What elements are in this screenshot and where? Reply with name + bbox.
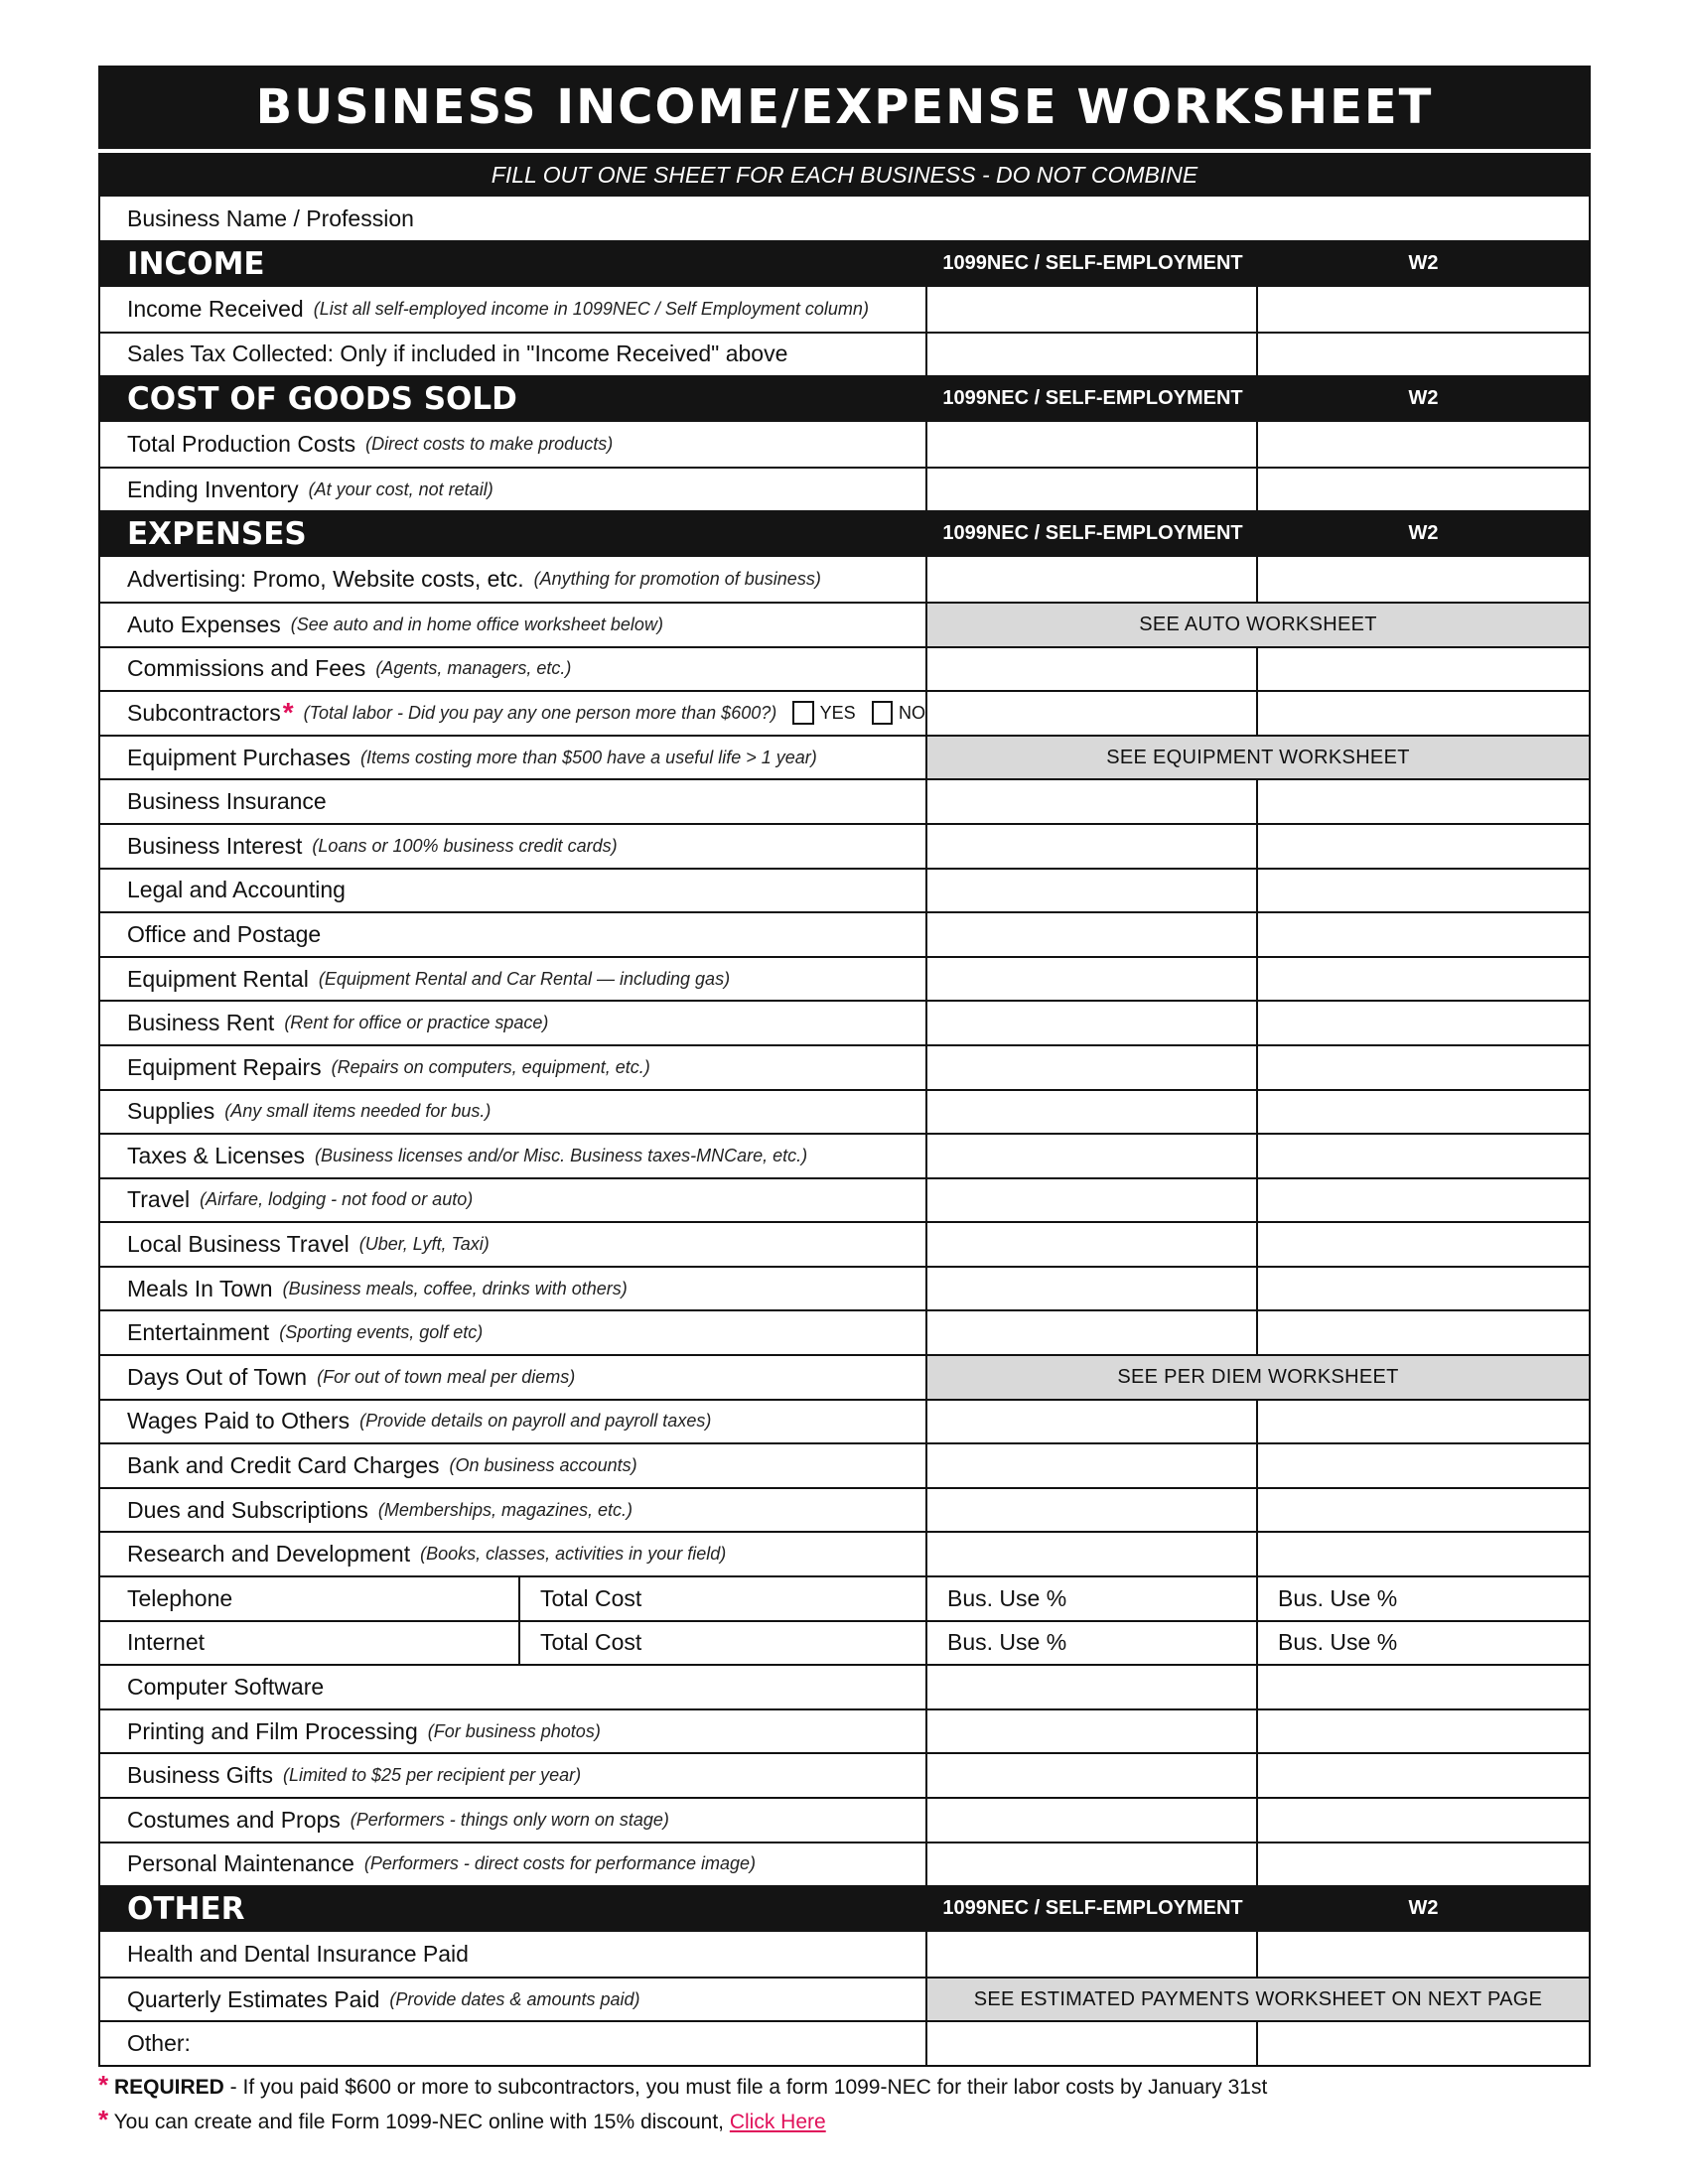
footnote-required bbox=[98, 2069, 1267, 2104]
w2-amount-field[interactable] bbox=[1258, 1311, 1589, 1354]
nec-amount-field[interactable] bbox=[927, 1046, 1258, 1089]
telephone-bus-use-nec-field[interactable]: Bus. Use % bbox=[927, 1577, 1258, 1620]
other-section-header bbox=[100, 1885, 1589, 1932]
w2-amount-field[interactable] bbox=[1258, 692, 1589, 735]
other-row-quarterly-estimates bbox=[100, 1977, 1589, 2021]
telephone-bus-use-w2-field[interactable]: Bus. Use % bbox=[1278, 1584, 1398, 1611]
row-hint: (Books, classes, activities in your field) bbox=[420, 1544, 727, 1565]
row-label: Income Received bbox=[127, 295, 304, 322]
nec-amount-field[interactable] bbox=[927, 1489, 1258, 1532]
row-label: Commissions and Fees bbox=[127, 655, 366, 682]
w2-amount-field[interactable] bbox=[1258, 1135, 1589, 1177]
expense-row-internet bbox=[100, 1620, 1589, 1665]
nec-amount-field[interactable] bbox=[927, 1710, 1258, 1753]
w2-amount-field[interactable] bbox=[1258, 334, 1589, 376]
nec-amount-field[interactable] bbox=[927, 2022, 1258, 2065]
expense-row bbox=[100, 1044, 1589, 1089]
row-label: Computer Software bbox=[127, 1674, 325, 1701]
row-hint: (For out of town meal per diems) bbox=[317, 1366, 576, 1387]
row-hint: (Uber, Lyft, Taxi) bbox=[358, 1234, 490, 1255]
row-label: Entertainment bbox=[127, 1319, 270, 1346]
yes-checkbox[interactable] bbox=[792, 701, 813, 725]
w2-amount-field[interactable] bbox=[1258, 1843, 1589, 1886]
expense-row bbox=[100, 1752, 1589, 1797]
w2-amount-field[interactable] bbox=[1258, 1932, 1589, 1977]
row-label: Office and Postage bbox=[127, 920, 322, 947]
w2-amount-field[interactable] bbox=[1258, 287, 1589, 332]
w2-amount-field[interactable] bbox=[1258, 2022, 1589, 2065]
row-hint: (Performers - things only worn on stage) bbox=[350, 1809, 669, 1830]
row-label: Local Business Travel bbox=[127, 1231, 350, 1258]
expense-row bbox=[100, 1177, 1589, 1222]
nec-amount-field[interactable] bbox=[927, 422, 1258, 467]
nec-amount-field[interactable] bbox=[927, 334, 1258, 376]
see-auto-worksheet-note: SEE AUTO WORKSHEET bbox=[927, 604, 1589, 646]
w2-amount-field[interactable] bbox=[1258, 469, 1589, 511]
col2-header: W2 bbox=[1408, 1897, 1439, 1920]
expense-row bbox=[100, 1089, 1589, 1134]
nec-amount-field[interactable] bbox=[927, 1401, 1258, 1443]
row-hint: (Any small items needed for bus.) bbox=[224, 1101, 492, 1122]
row-label: Dues and Subscriptions bbox=[127, 1496, 368, 1523]
income-row bbox=[100, 332, 1589, 376]
expense-row-telephone bbox=[100, 1575, 1589, 1620]
col1-header: 1099NEC / SELF-EMPLOYMENT bbox=[942, 1897, 1243, 1920]
expense-row bbox=[100, 1487, 1589, 1532]
row-label: Ending Inventory bbox=[127, 476, 299, 502]
row-hint: (Total labor - Did you pay any one person more than $600?) bbox=[303, 702, 777, 723]
cogs-title: COST OF GOODS SOLD bbox=[127, 380, 517, 417]
row-hint: (At your cost, not retail) bbox=[308, 478, 493, 499]
row-hint: (Items costing more than $500 have a useful life > 1 year) bbox=[360, 747, 817, 767]
w2-amount-field[interactable] bbox=[1258, 1710, 1589, 1753]
nec-amount-field[interactable] bbox=[927, 1666, 1258, 1708]
nec-amount-field[interactable] bbox=[927, 1533, 1258, 1575]
w2-amount-field[interactable] bbox=[1258, 1533, 1589, 1575]
row-label: Days Out of Town bbox=[127, 1363, 308, 1390]
expense-row bbox=[100, 1000, 1589, 1044]
expense-row bbox=[100, 1664, 1589, 1708]
row-hint: (Memberships, magazines, etc.) bbox=[377, 1499, 633, 1520]
row-hint: (Performers - direct costs for performance image) bbox=[363, 1853, 756, 1874]
nec-amount-field[interactable] bbox=[927, 557, 1258, 602]
required-star-icon: * bbox=[282, 697, 294, 729]
income-title: INCOME bbox=[127, 245, 265, 282]
w2-amount-field[interactable] bbox=[1258, 780, 1589, 823]
expense-row-days-out-of-town bbox=[100, 1354, 1589, 1399]
expense-row bbox=[100, 823, 1589, 868]
internet-total-cost-field[interactable]: Total Cost bbox=[520, 1622, 927, 1665]
nec-amount-field[interactable] bbox=[927, 1932, 1258, 1977]
w2-amount-field[interactable] bbox=[1258, 1179, 1589, 1222]
w2-amount-field[interactable] bbox=[1258, 1046, 1589, 1089]
row-hint: (Business licenses and/or Misc. Business taxes-MNCare, etc.) bbox=[314, 1145, 808, 1165]
expense-row-subcontractors bbox=[100, 690, 1589, 735]
telephone-label: Telephone bbox=[100, 1577, 520, 1620]
row-label: Personal Maintenance bbox=[127, 1850, 354, 1877]
w2-amount-field[interactable] bbox=[1258, 1002, 1589, 1044]
row-label: Business Interest bbox=[127, 832, 303, 859]
nec-amount-field[interactable] bbox=[927, 780, 1258, 823]
nec-amount-field[interactable] bbox=[927, 1311, 1258, 1354]
nec-amount-field[interactable] bbox=[927, 469, 1258, 511]
nec-amount-field[interactable] bbox=[927, 1754, 1258, 1797]
other-row-health-insurance bbox=[100, 1932, 1589, 1977]
expense-row bbox=[100, 1221, 1589, 1266]
yes-label: YES bbox=[819, 702, 856, 723]
col2-header: W2 bbox=[1408, 387, 1439, 410]
row-label: Equipment Rental bbox=[127, 965, 309, 992]
col1-header: 1099NEC / SELF-EMPLOYMENT bbox=[942, 522, 1243, 545]
w2-amount-field[interactable] bbox=[1258, 1754, 1589, 1797]
expense-row bbox=[100, 1797, 1589, 1842]
income-section-header bbox=[100, 240, 1589, 287]
w2-amount-field[interactable] bbox=[1258, 1401, 1589, 1443]
nec-amount-field[interactable] bbox=[927, 1843, 1258, 1886]
expenses-section-header bbox=[100, 510, 1589, 557]
row-label: Travel bbox=[127, 1186, 191, 1213]
required-text: - If you paid $600 or more to subcontractors, you must file a form 1099-NEC for their labor costs by January 31st bbox=[223, 2076, 1268, 2099]
click-here-link[interactable]: Click Here bbox=[729, 2111, 826, 2133]
nec-amount-field[interactable] bbox=[927, 692, 1258, 735]
row-label: Advertising: Promo, Website costs, etc. bbox=[127, 566, 524, 593]
other-title: OTHER bbox=[127, 1890, 245, 1927]
expense-row bbox=[100, 1708, 1589, 1753]
row-hint: (Limited to $25 per recipient per year) bbox=[283, 1765, 582, 1786]
see-equipment-worksheet-note: SEE EQUIPMENT WORKSHEET bbox=[927, 737, 1589, 779]
row-label: Wages Paid to Others bbox=[127, 1408, 351, 1434]
expense-row bbox=[100, 778, 1589, 823]
w2-amount-field[interactable] bbox=[1258, 422, 1589, 467]
w2-amount-field[interactable] bbox=[1258, 1489, 1589, 1532]
w2-amount-field[interactable] bbox=[1258, 958, 1589, 1001]
row-label: Health and Dental Insurance Paid bbox=[127, 1940, 469, 1967]
w2-amount-field[interactable] bbox=[1258, 825, 1589, 868]
nec-amount-field[interactable] bbox=[927, 1179, 1258, 1222]
expense-row-advertising bbox=[100, 557, 1589, 602]
row-hint: (Agents, managers, etc.) bbox=[375, 658, 572, 679]
expense-row-auto bbox=[100, 602, 1589, 646]
nec-amount-field[interactable] bbox=[927, 870, 1258, 912]
expense-row bbox=[100, 911, 1589, 956]
nec-amount-field[interactable] bbox=[927, 913, 1258, 956]
row-label: Auto Expenses bbox=[127, 611, 281, 637]
w2-amount-field[interactable] bbox=[1258, 557, 1589, 602]
row-label: Meals In Town bbox=[127, 1275, 273, 1301]
expense-row-commissions bbox=[100, 646, 1589, 691]
row-label: Business Insurance bbox=[127, 788, 327, 815]
row-label: Costumes and Props bbox=[127, 1806, 341, 1833]
row-hint: (Rent for office or practice space) bbox=[284, 1013, 549, 1033]
row-hint: (Loans or 100% business credit cards) bbox=[312, 835, 618, 856]
row-hint: (Provide dates & amounts paid) bbox=[389, 1988, 640, 2009]
col1-header: 1099NEC / SELF-EMPLOYMENT bbox=[942, 387, 1243, 410]
row-label: Printing and Film Processing bbox=[127, 1717, 418, 1744]
see-per-diem-worksheet-note: SEE PER DIEM WORKSHEET bbox=[927, 1356, 1589, 1399]
nec-amount-field[interactable] bbox=[927, 1091, 1258, 1134]
row-label: Total Production Costs bbox=[127, 430, 356, 457]
nec-amount-field[interactable] bbox=[927, 1223, 1258, 1266]
col1-header: 1099NEC / SELF-EMPLOYMENT bbox=[942, 252, 1243, 274]
col2-header: W2 bbox=[1408, 252, 1439, 274]
row-label: Bank and Credit Card Charges bbox=[127, 1452, 440, 1479]
w2-amount-field[interactable] bbox=[1258, 1799, 1589, 1842]
w2-amount-field[interactable] bbox=[1258, 913, 1589, 956]
nec-amount-field[interactable] bbox=[927, 825, 1258, 868]
income-row bbox=[100, 287, 1589, 332]
w2-amount-field[interactable] bbox=[1258, 1091, 1589, 1134]
row-label: Legal and Accounting bbox=[127, 877, 346, 903]
row-label: Supplies bbox=[127, 1098, 215, 1125]
row-hint: (Repairs on computers, equipment, etc.) bbox=[331, 1056, 650, 1077]
worksheet-grid bbox=[98, 197, 1591, 2067]
row-hint: (For business photos) bbox=[427, 1720, 601, 1741]
page-subtitle: FILL OUT ONE SHEET FOR EACH BUSINESS - DO NOT COMBINE bbox=[98, 153, 1591, 197]
row-hint: (Sporting events, golf etc) bbox=[279, 1322, 484, 1343]
see-estimated-payments-note: SEE ESTIMATED PAYMENTS WORKSHEET ON NEXT PAGE bbox=[927, 1979, 1589, 2021]
row-label: Subcontractors bbox=[127, 699, 281, 726]
row-label: Taxes & Licenses bbox=[127, 1142, 305, 1168]
expense-row bbox=[100, 1133, 1589, 1177]
w2-amount-field[interactable] bbox=[1258, 870, 1589, 912]
nec-amount-field[interactable] bbox=[927, 958, 1258, 1001]
row-label: Equipment Purchases bbox=[127, 744, 352, 770]
row-hint: (Direct costs to make products) bbox=[365, 433, 614, 454]
row-hint: (Airfare, lodging - not food or auto) bbox=[200, 1189, 474, 1210]
col2-header: W2 bbox=[1408, 522, 1439, 545]
w2-amount-field[interactable] bbox=[1258, 648, 1589, 691]
nec-amount-field[interactable] bbox=[927, 1002, 1258, 1044]
star-icon: * bbox=[98, 2105, 109, 2134]
business-name-label: Business Name / Profession bbox=[127, 205, 414, 231]
row-hint: (Business meals, coffee, drinks with others) bbox=[282, 1278, 628, 1298]
internet-label: Internet bbox=[100, 1622, 520, 1665]
row-label: Quarterly Estimates Paid bbox=[127, 1985, 380, 2012]
expense-row bbox=[100, 1442, 1589, 1487]
internet-bus-use-nec-field[interactable]: Bus. Use % bbox=[927, 1622, 1258, 1665]
row-label: Equipment Repairs bbox=[127, 1053, 322, 1080]
row-label: Sales Tax Collected: Only if included in "Income Received" above bbox=[127, 341, 788, 367]
cogs-row bbox=[100, 422, 1589, 467]
expense-row bbox=[100, 1531, 1589, 1575]
required-star-icon: * bbox=[98, 2070, 109, 2100]
discount-text: You can create and file Form 1099-NEC online with 15% discount, bbox=[113, 2111, 730, 2133]
expense-row-equipment-purchases bbox=[100, 735, 1589, 779]
row-label: Research and Development bbox=[127, 1541, 411, 1568]
w2-amount-field[interactable] bbox=[1258, 1223, 1589, 1266]
telephone-total-cost-field[interactable]: Total Cost bbox=[520, 1577, 927, 1620]
no-label: NO bbox=[898, 702, 925, 723]
page-title: BUSINESS INCOME/EXPENSE WORKSHEET bbox=[98, 66, 1591, 149]
row-hint: (Equipment Rental and Car Rental — including gas) bbox=[318, 968, 731, 989]
expense-row bbox=[100, 1842, 1589, 1886]
row-hint: (Anything for promotion of business) bbox=[533, 569, 821, 590]
internet-bus-use-w2-field[interactable]: Bus. Use % bbox=[1278, 1629, 1398, 1656]
w2-amount-field[interactable] bbox=[1258, 1666, 1589, 1708]
worksheet bbox=[98, 66, 1591, 2067]
no-checkbox[interactable] bbox=[872, 701, 893, 725]
row-hint: (List all self-employed income in 1099NEC / Self Employment column) bbox=[313, 298, 869, 319]
nec-amount-field[interactable] bbox=[927, 1799, 1258, 1842]
cogs-row bbox=[100, 467, 1589, 511]
nec-amount-field[interactable] bbox=[927, 1268, 1258, 1310]
expense-row bbox=[100, 868, 1589, 912]
cogs-section-header bbox=[100, 375, 1589, 422]
expense-row bbox=[100, 1399, 1589, 1443]
nec-amount-field[interactable] bbox=[927, 1135, 1258, 1177]
business-name-row[interactable] bbox=[100, 197, 1589, 240]
nec-amount-field[interactable] bbox=[927, 287, 1258, 332]
row-hint: (On business accounts) bbox=[449, 1455, 637, 1476]
row-hint: (See auto and in home office worksheet below) bbox=[290, 614, 663, 634]
row-label: Business Gifts bbox=[127, 1762, 273, 1789]
other-label: Other: bbox=[127, 2030, 191, 2057]
footnotes bbox=[98, 2069, 1267, 2138]
other-row-other bbox=[100, 2020, 1589, 2065]
row-hint: (Provide details on payroll and payroll taxes) bbox=[359, 1411, 712, 1432]
nec-amount-field[interactable] bbox=[927, 648, 1258, 691]
expense-row bbox=[100, 1266, 1589, 1310]
expense-row bbox=[100, 1309, 1589, 1354]
expenses-title: EXPENSES bbox=[127, 515, 307, 552]
expense-row bbox=[100, 956, 1589, 1001]
row-label: Business Rent bbox=[127, 1010, 275, 1036]
footnote-discount bbox=[98, 2104, 1267, 2138]
nec-amount-field[interactable] bbox=[927, 1444, 1258, 1487]
w2-amount-field[interactable] bbox=[1258, 1444, 1589, 1487]
required-bold-label: REQUIRED bbox=[113, 2076, 224, 2099]
w2-amount-field[interactable] bbox=[1258, 1268, 1589, 1310]
